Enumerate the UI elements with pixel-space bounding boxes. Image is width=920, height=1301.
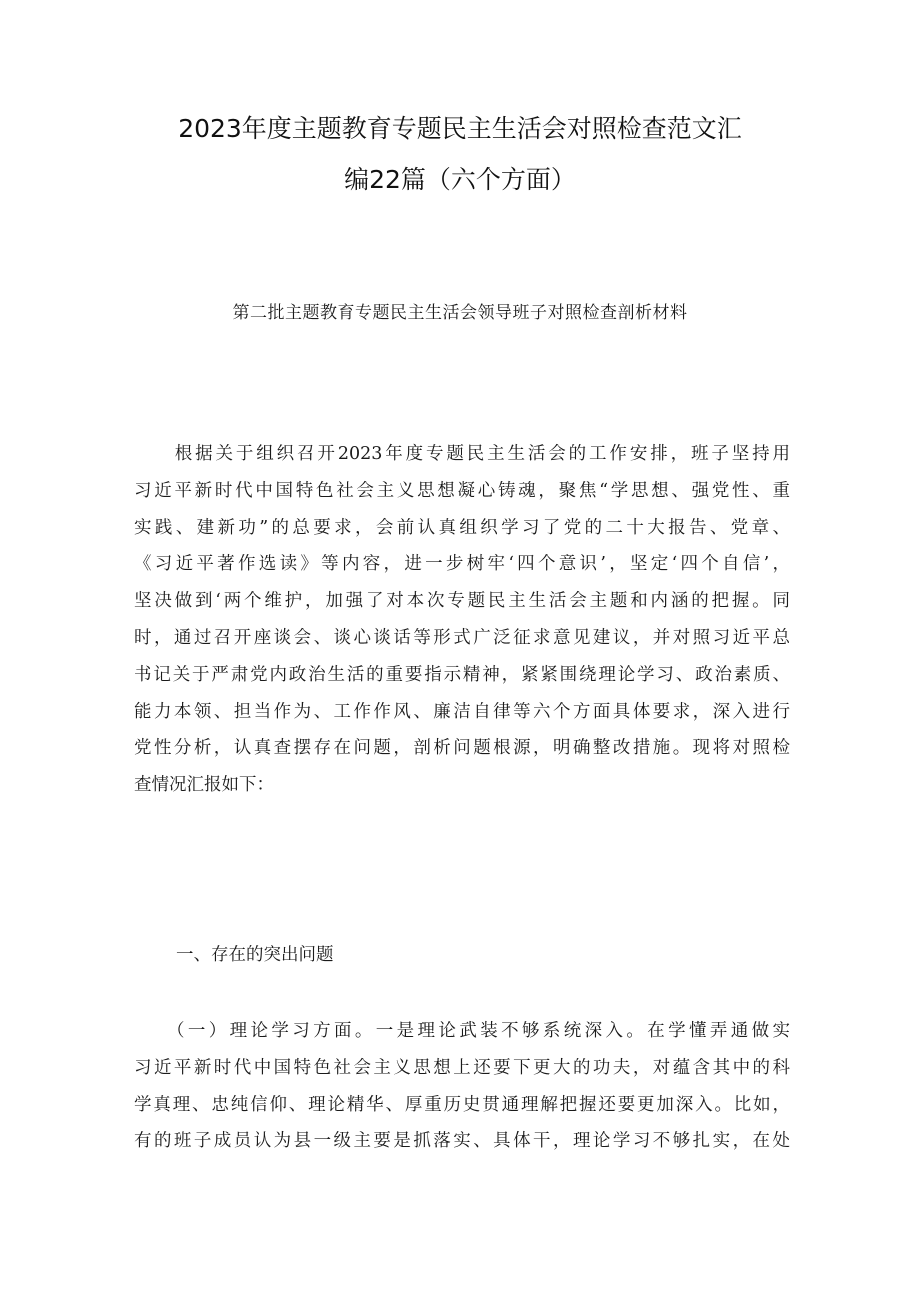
- text-line: 能力本领、担当作为、工作作风、廉洁自律等六个方面具体要求，深入进行: [134, 701, 790, 722]
- document-subtitle: 第二批主题教育专题民主生活会领导班子对照检查剖析材料: [232, 303, 688, 323]
- text-line: 时，通过召开座谈会、谈心谈话等形式广泛征求意见建议，并对照习近平总: [134, 627, 790, 648]
- text-line: 有的班子成员认为县一级主要是抓落实、具体干，理论学习不够扎实，在处: [134, 1131, 790, 1152]
- text-line: 坚决做到‘两个维护，加强了对本次专题民主生活会主题和内涵的把握。同: [134, 591, 790, 612]
- text-line: 根据关于组织召开2023年度专题民主生活会的工作安排，班子坚持用: [134, 444, 790, 464]
- text-line: 党性分析，认真查摆存在问题，剖析问题根源，明确整改措施。现将对照检: [134, 738, 790, 759]
- text-line: 习近平新时代中国特色社会主义思想上还要下更大的功夫，对蕴含其中的科: [134, 1057, 790, 1078]
- text-line: 学真理、忠纯信仰、理论精华、厚重历史贯通理解把握还要更加深入。比如，: [134, 1094, 790, 1115]
- text-line: 书记关于严肃党内政治生活的重要指示精神，紧紧围绕理论学习、政治素质、: [134, 664, 790, 685]
- document-title-line-1: 2023年度主题教育专题民主生活会对照检查范文汇: [178, 114, 742, 143]
- text-line: 《习近平著作选读》等内容，进一步树牢‘四个意识’，坚定‘四个自信’，: [134, 554, 790, 575]
- text-line: 实践、建新功”的总要求，会前认真组织学习了党的二十大报告、党章、: [134, 517, 790, 538]
- text-line: （一）理论学习方面。一是理论武装不够系统深入。在学懂弄通做实: [134, 1021, 790, 1041]
- paragraph-introduction: [134, 436, 790, 804]
- paragraph-theory-study: [134, 1013, 790, 1160]
- section-heading: 一、存在的突出问题: [176, 945, 334, 965]
- text-line: 查情况汇报如下：: [134, 775, 274, 796]
- document-title-line-2: 编22篇（六个方面）: [344, 165, 576, 194]
- text-line: 习近平新时代中国特色社会主义思想凝心铸魂，聚焦“学思想、强党性、重: [134, 480, 790, 501]
